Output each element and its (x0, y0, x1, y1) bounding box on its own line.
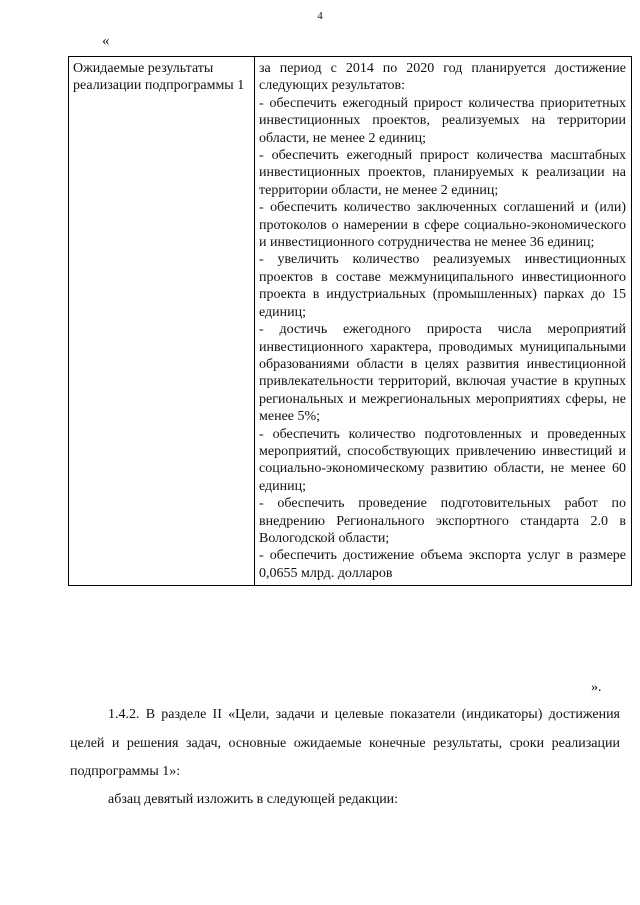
instruction-paragraph: абзац девятый изложить в следующей редакции: (108, 792, 399, 807)
closing-quote: ». (591, 680, 602, 695)
result-item: - обеспечить проведение подготовительных работ по внедрению Регионального экспортного стандарта 2.0 в Вологодской области; (259, 496, 626, 546)
result-item: - обеспечить количество заключенных соглашений и (или) протоколов о намерении в сфере социально-экономического и инвестиционного сотрудничества не менее 36 единиц; (259, 200, 626, 251)
amendment-paragraph: 1.4.2. В разделе II «Цели, задачи и целевые показатели (индикаторы) достижения целей и решения задач, основные ожидаемые конечные результаты, сроки реализации подпрограммы 1»: (70, 707, 620, 779)
result-item: - обеспечить достижение объема экспорта услуг в размере 0,0655 млрд. долларов (259, 548, 626, 581)
page-number: 4 (317, 10, 323, 22)
result-item: - достичь ежегодного прироста числа мероприятий инвестиционного характера, проводимых муниципальными образованиями области в целях развития инвестиционной привлекательности территорий, включая участие в крупных региональных и межрегиональных мероприятиях сферы, не менее 5%; (259, 322, 626, 425)
results-table (68, 56, 632, 586)
opening-quote: « (102, 33, 110, 49)
results-label-cell: Ожидаемые результаты реализации подпрограммы 1 (69, 57, 255, 586)
results-content-cell (255, 57, 632, 586)
result-item: - обеспечить количество подготовленных и проведенных мероприятий, способствующих привлечению инвестиций и социально-экономическому развитию области, не менее 60 единиц; (259, 426, 626, 494)
result-item: - увеличить количество реализуемых инвестиционных проектов в составе межмуниципального инвестиционного проекта в индустриальных (промышленных) парках до 15 единиц; (259, 252, 626, 320)
results-intro: за период с 2014 по 2020 год планируется достижение следующих результатов: (259, 61, 626, 94)
result-item: - обеспечить ежегодный прирост количества масштабных инвестиционных проектов, планируемых к реализации на территории области, не менее 2 единиц; (259, 148, 626, 198)
table-row (69, 57, 632, 586)
result-item: - обеспечить ежегодный прирост количества приоритетных инвестиционных проектов, реализуемых на территории области, не менее 2 единиц; (259, 95, 626, 146)
